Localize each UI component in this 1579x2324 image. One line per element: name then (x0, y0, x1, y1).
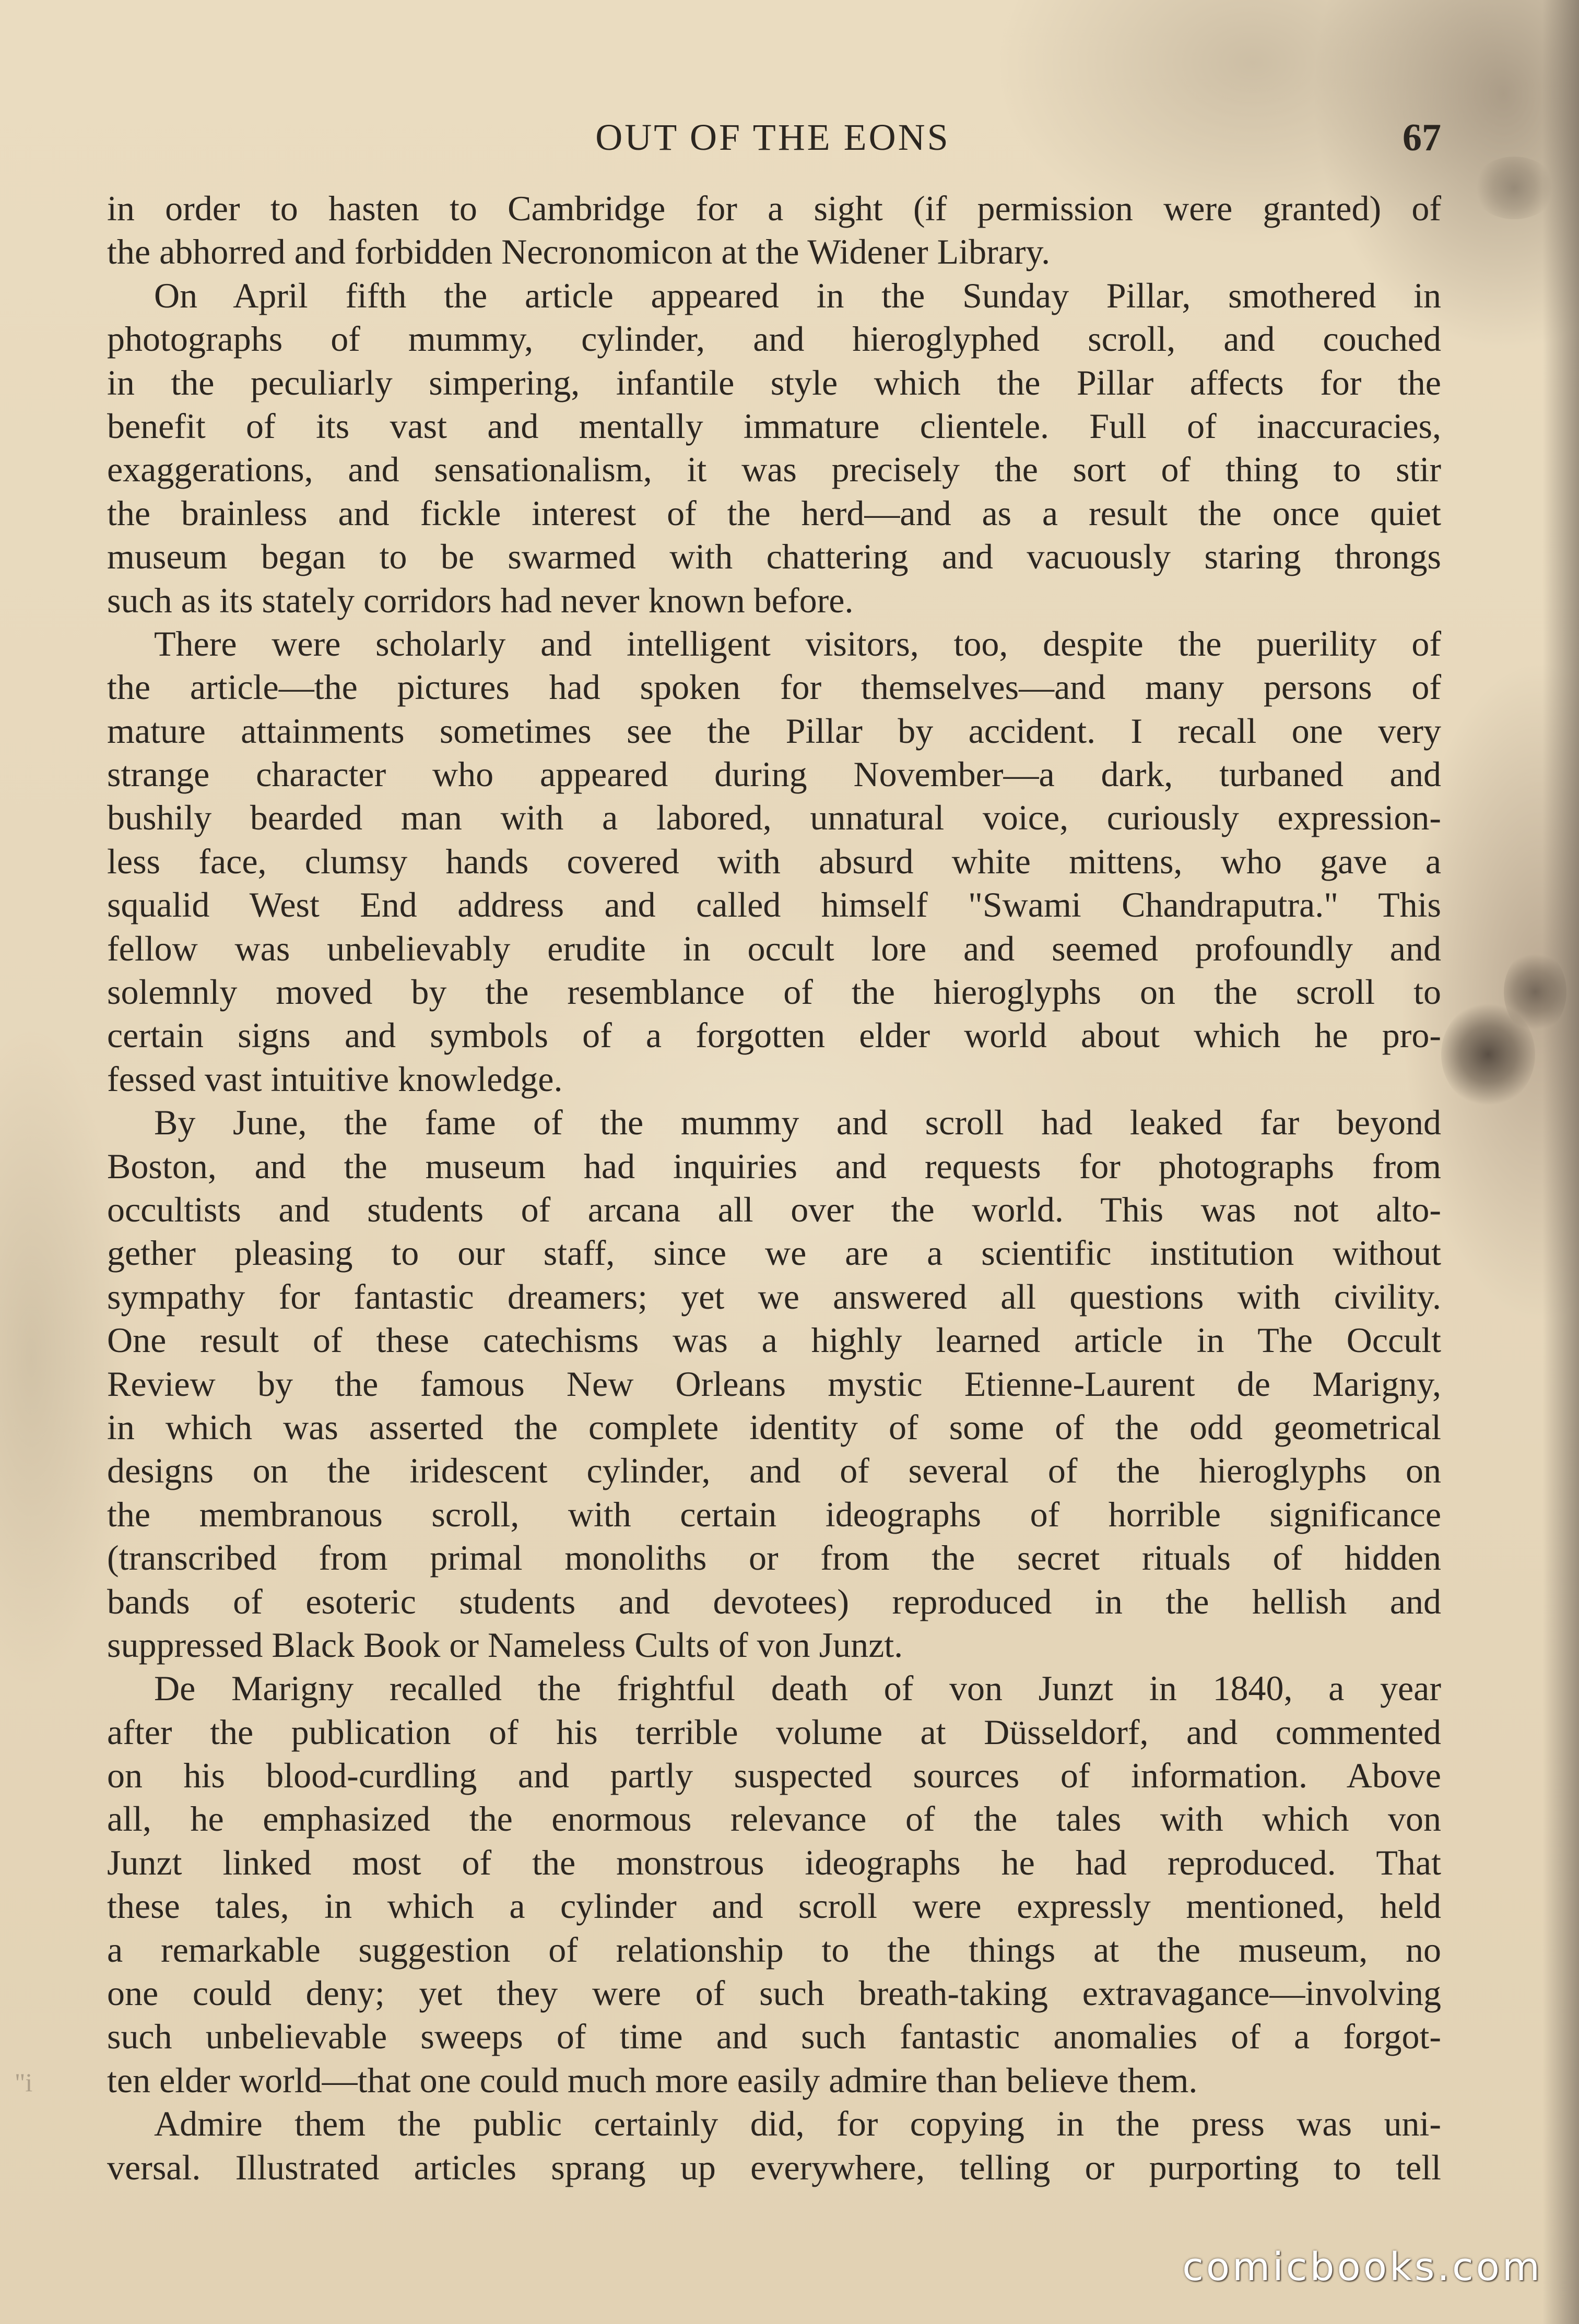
text-line: Boston, and the museum had inquiries and requests for photographs from (107, 1146, 1441, 1186)
text-line: a remarkable suggestion of relationship to the things at the museum, no (107, 1929, 1441, 1970)
text-line: ten elder world—that one could much more easily admire than believe them. (107, 2060, 1198, 2100)
text-line: solemnly moved by the resemblance of the hieroglyphs on the scroll to (107, 972, 1441, 1012)
text-line: exaggerations, and sensationalism, it was precisely the sort of thing to stir (107, 449, 1441, 490)
text-line: bands of esoteric students and devotees) reproduced in the hellish and (107, 1581, 1441, 1621)
text-line: Junzt linked most of the monstrous ideographs he had reproduced. That (107, 1842, 1441, 1882)
text-line: (transcribed from primal monoliths or from the secret rituals of hidden (107, 1538, 1441, 1578)
text-line: fessed vast intuitive knowledge. (107, 1059, 563, 1099)
running-head: OUT OF THE EONS (595, 116, 950, 158)
text-line: one could deny; yet they were of such breath-taking extravagance—involving (107, 1973, 1441, 2013)
text-line: There were scholarly and intelligent visitors, too, despite the puerility of (154, 623, 1441, 663)
text-line: occultists and students of arcana all over the world. This was not alto- (107, 1189, 1441, 1229)
text-line: designs on the iridescent cylinder, and of several of the hieroglyphs on (107, 1451, 1441, 1491)
text-line: certain signs and symbols of a forgotten elder world about which he pro- (107, 1015, 1441, 1056)
text-line: squalid West End address and called himself "Swami Chandraputra." This (107, 885, 1441, 925)
text-line: strange character who appeared during November—a dark, turbaned and (107, 754, 1441, 795)
page-number: 67 (1403, 116, 1441, 159)
text-line: in which was asserted the complete identity of some of the odd geometrical (107, 1407, 1441, 1447)
text-line: bushily bearded man with a labored, unnatural voice, curiously expression- (107, 798, 1441, 838)
text-line: the membranous scroll, with certain ideographs of horrible significance (107, 1494, 1441, 1534)
text-line: the abhorred and forbidden Necronomicon at the Widener Library. (107, 232, 1051, 272)
text-line: such as its stately corridors had never known before. (107, 580, 854, 620)
text-line: photographs of mummy, cylinder, and hieroglyphed scroll, and couched (107, 319, 1441, 359)
text-line: such unbelievable sweeps of time and such fantastic anomalies of a forgot- (107, 2017, 1441, 2057)
page-edge-shadow (1542, 0, 1579, 2324)
text-line: Admire them the public certainly did, for copying in the press was uni- (154, 2104, 1441, 2144)
text-line: benefit of its vast and mentally immature clientele. Full of inaccuracies, (107, 406, 1441, 446)
text-line: these tales, in which a cylinder and scroll were expressly mentioned, held (107, 1886, 1441, 1926)
page-header (104, 116, 1441, 163)
text-line: By June, the fame of the mummy and scroll had leaked far beyond (154, 1102, 1441, 1143)
text-line: On April fifth the article appeared in the Sunday Pillar, smothered in (154, 275, 1441, 315)
text-line: mature attainments sometimes see the Pillar by accident. I recall one very (107, 710, 1441, 751)
body-text (107, 187, 1441, 2189)
text-line: fellow was unbelievably erudite in occult lore and seemed profoundly and (107, 928, 1441, 968)
text-line: the article—the pictures had spoken for themselves—and many persons of (107, 667, 1441, 707)
watermark: comicbooks.com (1182, 2245, 1542, 2290)
text-line: less face, clumsy hands covered with absurd white mittens, who gave a (107, 841, 1441, 881)
text-line: after the publication of his terrible volume at Düsseldorf, and commented (107, 1712, 1441, 1752)
text-line: the brainless and fickle interest of the herd—and as a result the once quiet (107, 493, 1441, 533)
text-line: versal. Illustrated articles sprang up everywhere, telling or purporting to tell (107, 2147, 1441, 2187)
text-line: Review by the famous New Orleans mystic Etienne-Laurent de Marigny, (107, 1363, 1441, 1404)
text-line: One result of these catechisms was a highly learned article in The Occult (107, 1320, 1441, 1360)
margin-mark: "i (15, 2068, 33, 2097)
text-line: on his blood-curdling and partly suspected sources of information. Above (107, 1756, 1441, 1796)
text-line: suppressed Black Book or Nameless Cults of von Junzt. (107, 1625, 903, 1665)
text-line: gether pleasing to our staff, since we are a scientific institution without (107, 1233, 1441, 1273)
text-line: sympathy for fantastic dreamers; yet we answered all questions with civility. (107, 1276, 1441, 1317)
text-line: in the peculiarly simpering, infantile style which the Pillar affects for the (107, 362, 1441, 402)
text-line: museum began to be swarmed with chattering and vacuously staring throngs (107, 537, 1441, 577)
text-line: De Marigny recalled the frightful death of von Junzt in 1840, a year (154, 1668, 1441, 1709)
text-line: all, he emphasized the enormous relevance of the tales with which von (107, 1799, 1441, 1839)
text-line: in order to hasten to Cambridge for a sight (if permission were granted) of (107, 188, 1441, 228)
